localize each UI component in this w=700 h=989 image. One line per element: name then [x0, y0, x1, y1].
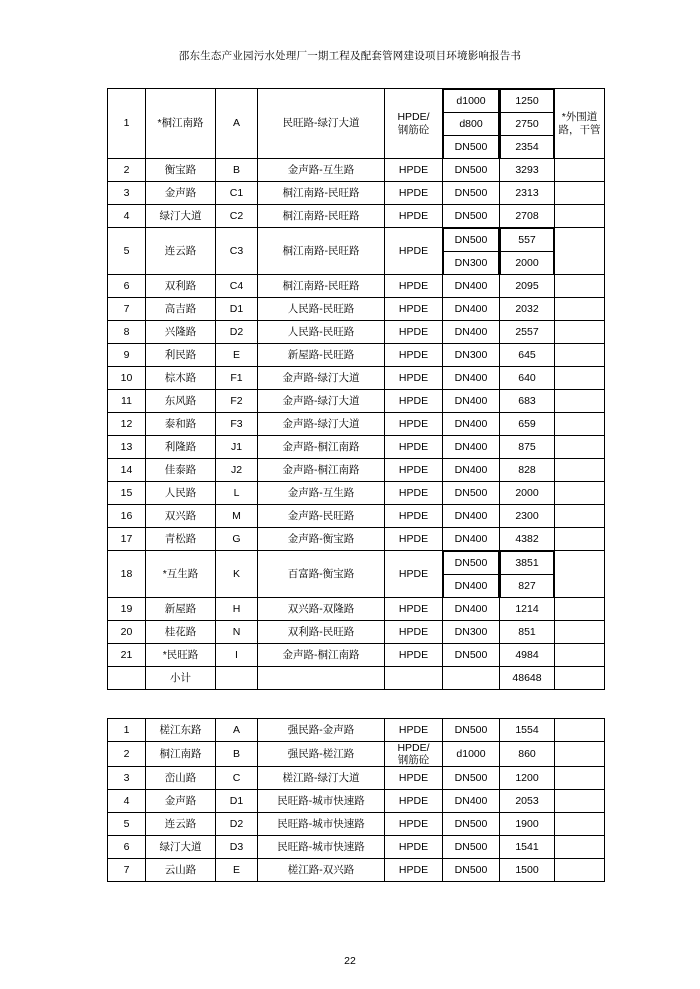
cell-diameter-group: [443, 228, 500, 275]
cell-road-code: I: [216, 644, 258, 667]
cell-note: [555, 551, 605, 598]
cell-diameter: DN500: [443, 644, 500, 667]
cell-diameter: DN300: [443, 621, 500, 644]
table-row: [108, 719, 605, 742]
cell-road-name: *桐江南路: [146, 89, 216, 159]
cell-material: HPDE: [385, 182, 443, 205]
table-row: [108, 528, 605, 551]
table-row: [108, 505, 605, 528]
cell-note: [555, 836, 605, 859]
table-row: [108, 298, 605, 321]
cell-road-range: [258, 667, 385, 690]
cell-length: 1214: [500, 598, 555, 621]
cell-index: 13: [108, 436, 146, 459]
cell-length: 828: [500, 459, 555, 482]
cell-material: HPDE: [385, 859, 443, 882]
cell-length: 640: [500, 367, 555, 390]
table-row: [108, 275, 605, 298]
cell-diameter: DN500: [443, 767, 500, 790]
cell-diameter: DN400: [443, 436, 500, 459]
cell-note: [555, 413, 605, 436]
cell-index: 5: [108, 228, 146, 275]
pipeline-table-1: [107, 88, 604, 690]
cell-material: HPDE: [385, 790, 443, 813]
table-row: [108, 813, 605, 836]
cell-diameter: DN500: [444, 136, 499, 159]
cell-road-code: J2: [216, 459, 258, 482]
cell-index: 12: [108, 413, 146, 436]
cell-index: 5: [108, 813, 146, 836]
cell-note: [555, 159, 605, 182]
cell-material: HPDE: [385, 205, 443, 228]
cell-road-name: 小计: [146, 667, 216, 690]
table-row: [108, 390, 605, 413]
cell-diameter: DN500: [443, 719, 500, 742]
cell-road-range: 金声路-桐江南路: [258, 436, 385, 459]
cell-length: 2095: [500, 275, 555, 298]
cell-length: 2032: [500, 298, 555, 321]
cell-road-code: D1: [216, 298, 258, 321]
cell-road-code: H: [216, 598, 258, 621]
cell-road-code: M: [216, 505, 258, 528]
cell-material: [385, 667, 443, 690]
cell-diameter: DN300: [444, 252, 499, 275]
cell-index: 1: [108, 719, 146, 742]
cell-road-code: D1: [216, 790, 258, 813]
cell-road-code: B: [216, 159, 258, 182]
cell-length: 645: [500, 344, 555, 367]
cell-note: [555, 367, 605, 390]
table-row: [108, 621, 605, 644]
table-row: [108, 228, 605, 275]
table-row: [108, 344, 605, 367]
cell-road-range: 双利路-民旺路: [258, 621, 385, 644]
cell-material: HPDE: [385, 390, 443, 413]
cell-index: 18: [108, 551, 146, 598]
cell-material: HPDE: [385, 505, 443, 528]
cell-length: 3293: [500, 159, 555, 182]
cell-note: [555, 505, 605, 528]
cell-note: [555, 182, 605, 205]
cell-diameter: DN400: [444, 575, 499, 598]
table-row: [108, 182, 605, 205]
cell-road-name: 连云路: [146, 228, 216, 275]
cell-road-code: C3: [216, 228, 258, 275]
cell-length-group: [500, 551, 555, 598]
cell-road-code: A: [216, 719, 258, 742]
cell-road-code: C2: [216, 205, 258, 228]
cell-road-range: 金声路-绿汀大道: [258, 390, 385, 413]
cell-road-name: 双兴路: [146, 505, 216, 528]
cell-note: [555, 298, 605, 321]
cell-material: HPDE: [385, 836, 443, 859]
cell-diameter: d1000: [444, 90, 499, 113]
cell-road-name: 峦山路: [146, 767, 216, 790]
cell-material: HPDE: [385, 321, 443, 344]
cell-material: HPDE: [385, 459, 443, 482]
cell-diameter: DN400: [443, 459, 500, 482]
cell-material: HPDE: [385, 598, 443, 621]
cell-diameter: DN400: [443, 390, 500, 413]
cell-road-name: *互生路: [146, 551, 216, 598]
cell-note: [555, 644, 605, 667]
cell-diameter: DN500: [443, 159, 500, 182]
cell-note: [555, 621, 605, 644]
cell-material: HPDE: [385, 644, 443, 667]
cell-index: 7: [108, 859, 146, 882]
cell-road-code: L: [216, 482, 258, 505]
cell-note: [555, 390, 605, 413]
cell-road-code: D2: [216, 813, 258, 836]
table-row: [108, 436, 605, 459]
cell-length: 1554: [500, 719, 555, 742]
cell-road-range: 桐江南路-民旺路: [258, 275, 385, 298]
cell-road-code: D3: [216, 836, 258, 859]
cell-index: 2: [108, 742, 146, 767]
cell-diameter: d1000: [443, 742, 500, 767]
cell-road-name: 利隆路: [146, 436, 216, 459]
cell-road-range: 金声路-绿汀大道: [258, 367, 385, 390]
cell-note: [555, 667, 605, 690]
cell-note: [555, 767, 605, 790]
cell-road-range: 金声路-衡宝路: [258, 528, 385, 551]
cell-index: 6: [108, 836, 146, 859]
cell-index: 6: [108, 275, 146, 298]
cell-road-name: 高吉路: [146, 298, 216, 321]
cell-road-code: B: [216, 742, 258, 767]
cell-note: [555, 344, 605, 367]
cell-road-name: 桐江南路: [146, 742, 216, 767]
cell-length: 2557: [500, 321, 555, 344]
cell-road-range: 金声路-民旺路: [258, 505, 385, 528]
cell-material: HPDE: [385, 482, 443, 505]
cell-diameter: DN500: [443, 182, 500, 205]
cell-road-name: 双利路: [146, 275, 216, 298]
table-row: [108, 459, 605, 482]
cell-note: [555, 719, 605, 742]
cell-road-name: 桂花路: [146, 621, 216, 644]
cell-road-name: 棕木路: [146, 367, 216, 390]
cell-note: [555, 790, 605, 813]
cell-material: HPDE: [385, 275, 443, 298]
cell-diameter: DN500: [443, 836, 500, 859]
cell-index: 17: [108, 528, 146, 551]
cell-road-range: 金声路-桐江南路: [258, 459, 385, 482]
cell-road-name: 衡宝路: [146, 159, 216, 182]
cell-index: 8: [108, 321, 146, 344]
cell-diameter: DN400: [443, 528, 500, 551]
cell-index: 11: [108, 390, 146, 413]
cell-road-code: J1: [216, 436, 258, 459]
cell-road-code: F2: [216, 390, 258, 413]
cell-road-name: 人民路: [146, 482, 216, 505]
cell-material: HPDE: [385, 298, 443, 321]
cell-road-range: 百富路-衡宝路: [258, 551, 385, 598]
cell-length: 1500: [500, 859, 555, 882]
cell-road-name: 绿汀大道: [146, 205, 216, 228]
table-row: [108, 551, 605, 598]
cell-diameter: DN300: [443, 344, 500, 367]
cell-material: HPDE/ 钢筋砼: [385, 742, 443, 767]
table-row: [108, 790, 605, 813]
cell-length: 875: [500, 436, 555, 459]
cell-road-code: C: [216, 767, 258, 790]
cell-diameter: DN400: [443, 598, 500, 621]
cell-diameter: DN400: [443, 321, 500, 344]
cell-road-code: E: [216, 344, 258, 367]
cell-note: [555, 598, 605, 621]
page-number: 22: [344, 955, 356, 967]
cell-material: HPDE: [385, 719, 443, 742]
cell-road-range: 桐江南路-民旺路: [258, 182, 385, 205]
cell-road-name: 绿汀大道: [146, 836, 216, 859]
cell-index: 4: [108, 205, 146, 228]
cell-road-code: F1: [216, 367, 258, 390]
cell-note: [555, 228, 605, 275]
cell-road-name: 槎江东路: [146, 719, 216, 742]
cell-diameter: DN400: [443, 413, 500, 436]
cell-diameter: DN500: [443, 482, 500, 505]
cell-road-range: 民旺路-城市快速路: [258, 836, 385, 859]
cell-diameter-group: [443, 89, 500, 159]
cell-material: HPDE: [385, 159, 443, 182]
cell-road-code: C1: [216, 182, 258, 205]
cell-diameter: DN400: [443, 298, 500, 321]
table-row: [108, 482, 605, 505]
cell-index: 7: [108, 298, 146, 321]
table-row: [108, 413, 605, 436]
cell-index: 15: [108, 482, 146, 505]
table-row: [108, 205, 605, 228]
cell-note: [555, 459, 605, 482]
cell-index: 21: [108, 644, 146, 667]
cell-road-name: 泰和路: [146, 413, 216, 436]
cell-length: 4984: [500, 644, 555, 667]
cell-note: [555, 742, 605, 767]
cell-road-code: K: [216, 551, 258, 598]
cell-road-code: N: [216, 621, 258, 644]
cell-road-range: 人民路-民旺路: [258, 321, 385, 344]
cell-road-code: C4: [216, 275, 258, 298]
table-row: [108, 367, 605, 390]
cell-road-range: 桐江南路-民旺路: [258, 205, 385, 228]
table-row: [108, 644, 605, 667]
cell-diameter: DN400: [443, 275, 500, 298]
cell-note: [555, 482, 605, 505]
cell-road-range: 强民路-金声路: [258, 719, 385, 742]
cell-length: 683: [500, 390, 555, 413]
cell-length-group: [500, 89, 555, 159]
cell-road-range: 民旺路-城市快速路: [258, 790, 385, 813]
cell-road-name: 金声路: [146, 790, 216, 813]
cell-road-code: F3: [216, 413, 258, 436]
cell-road-range: 强民路-槎江路: [258, 742, 385, 767]
cell-index: 4: [108, 790, 146, 813]
cell-length: 659: [500, 413, 555, 436]
cell-road-name: 青松路: [146, 528, 216, 551]
cell-road-range: 金声路-绿汀大道: [258, 413, 385, 436]
cell-road-range: 槎江路-双兴路: [258, 859, 385, 882]
cell-road-code: D2: [216, 321, 258, 344]
cell-road-name: 新屋路: [146, 598, 216, 621]
cell-note: *外围道路，干管: [555, 89, 605, 159]
cell-index: 2: [108, 159, 146, 182]
cell-index: 10: [108, 367, 146, 390]
cell-material: HPDE: [385, 528, 443, 551]
cell-road-range: 新屋路-民旺路: [258, 344, 385, 367]
cell-length: 3851: [501, 552, 554, 575]
cell-road-range: 桐江南路-民旺路: [258, 228, 385, 275]
cell-length: 2053: [500, 790, 555, 813]
cell-road-code: G: [216, 528, 258, 551]
cell-road-range: 双兴路-双隆路: [258, 598, 385, 621]
cell-road-name: *民旺路: [146, 644, 216, 667]
table-row: [108, 836, 605, 859]
cell-note: [555, 528, 605, 551]
cell-material: HPDE/ 钢筋砼: [385, 89, 443, 159]
cell-length: 860: [500, 742, 555, 767]
cell-road-range: 民旺路-绿汀大道: [258, 89, 385, 159]
cell-length: 2708: [500, 205, 555, 228]
cell-note: [555, 321, 605, 344]
cell-length: 2000: [501, 252, 554, 275]
cell-road-name: 佳泰路: [146, 459, 216, 482]
cell-index: 3: [108, 182, 146, 205]
cell-road-range: 人民路-民旺路: [258, 298, 385, 321]
cell-road-name: 云山路: [146, 859, 216, 882]
cell-length: 2300: [500, 505, 555, 528]
cell-road-range: 金声路-互生路: [258, 482, 385, 505]
pipeline-table-2-grid: [107, 718, 605, 882]
cell-diameter: DN500: [443, 859, 500, 882]
cell-material: HPDE: [385, 621, 443, 644]
cell-note: [555, 436, 605, 459]
cell-length: 2750: [501, 113, 554, 136]
cell-road-range: 金声路-桐江南路: [258, 644, 385, 667]
cell-length: 1900: [500, 813, 555, 836]
cell-diameter-group: [443, 551, 500, 598]
cell-road-name: 连云路: [146, 813, 216, 836]
cell-diameter: [443, 667, 500, 690]
table-row: [108, 598, 605, 621]
cell-diameter: DN400: [443, 367, 500, 390]
cell-length: 48648: [500, 667, 555, 690]
table-row: [108, 742, 605, 767]
cell-note: [555, 205, 605, 228]
cell-material: HPDE: [385, 551, 443, 598]
cell-diameter: DN500: [443, 205, 500, 228]
cell-index: [108, 667, 146, 690]
cell-road-name: 利民路: [146, 344, 216, 367]
cell-diameter: DN500: [444, 552, 499, 575]
pipeline-table-2: [107, 718, 604, 882]
cell-length: 2354: [501, 136, 554, 159]
cell-note: [555, 859, 605, 882]
pipeline-table-1-grid: [107, 88, 605, 690]
cell-material: HPDE: [385, 228, 443, 275]
cell-length: 557: [501, 229, 554, 252]
cell-material: HPDE: [385, 436, 443, 459]
cell-length: 2000: [500, 482, 555, 505]
table-row: [108, 667, 605, 690]
cell-diameter: DN400: [443, 790, 500, 813]
cell-diameter: DN400: [443, 505, 500, 528]
cell-road-code: [216, 667, 258, 690]
cell-length-group: [500, 228, 555, 275]
cell-diameter: DN500: [443, 813, 500, 836]
cell-length: 1541: [500, 836, 555, 859]
cell-material: HPDE: [385, 813, 443, 836]
cell-road-range: 槎江路-绿汀大道: [258, 767, 385, 790]
cell-length: 827: [501, 575, 554, 598]
cell-index: 20: [108, 621, 146, 644]
cell-material: HPDE: [385, 344, 443, 367]
cell-road-range: 民旺路-城市快速路: [258, 813, 385, 836]
cell-road-name: 兴隆路: [146, 321, 216, 344]
cell-road-name: 东风路: [146, 390, 216, 413]
table-row: [108, 767, 605, 790]
cell-road-range: 金声路-互生路: [258, 159, 385, 182]
cell-index: 3: [108, 767, 146, 790]
cell-index: 14: [108, 459, 146, 482]
table-row: [108, 321, 605, 344]
cell-material: HPDE: [385, 367, 443, 390]
cell-road-name: 金声路: [146, 182, 216, 205]
cell-material: HPDE: [385, 413, 443, 436]
page-header: 邵东生态产业园污水处理厂一期工程及配套管网建设项目环境影响报告书: [178, 50, 522, 62]
cell-index: 9: [108, 344, 146, 367]
cell-note: [555, 813, 605, 836]
cell-length: 851: [500, 621, 555, 644]
cell-index: 16: [108, 505, 146, 528]
cell-diameter: DN500: [444, 229, 499, 252]
table-row: [108, 159, 605, 182]
cell-index: 1: [108, 89, 146, 159]
cell-index: 19: [108, 598, 146, 621]
cell-length: 4382: [500, 528, 555, 551]
table-row: [108, 89, 605, 159]
cell-note: [555, 275, 605, 298]
cell-length: 1250: [501, 90, 554, 113]
cell-length: 1200: [500, 767, 555, 790]
cell-diameter: d800: [444, 113, 499, 136]
cell-road-code: E: [216, 859, 258, 882]
cell-material: HPDE: [385, 767, 443, 790]
cell-length: 2313: [500, 182, 555, 205]
table-row: [108, 859, 605, 882]
cell-road-code: A: [216, 89, 258, 159]
